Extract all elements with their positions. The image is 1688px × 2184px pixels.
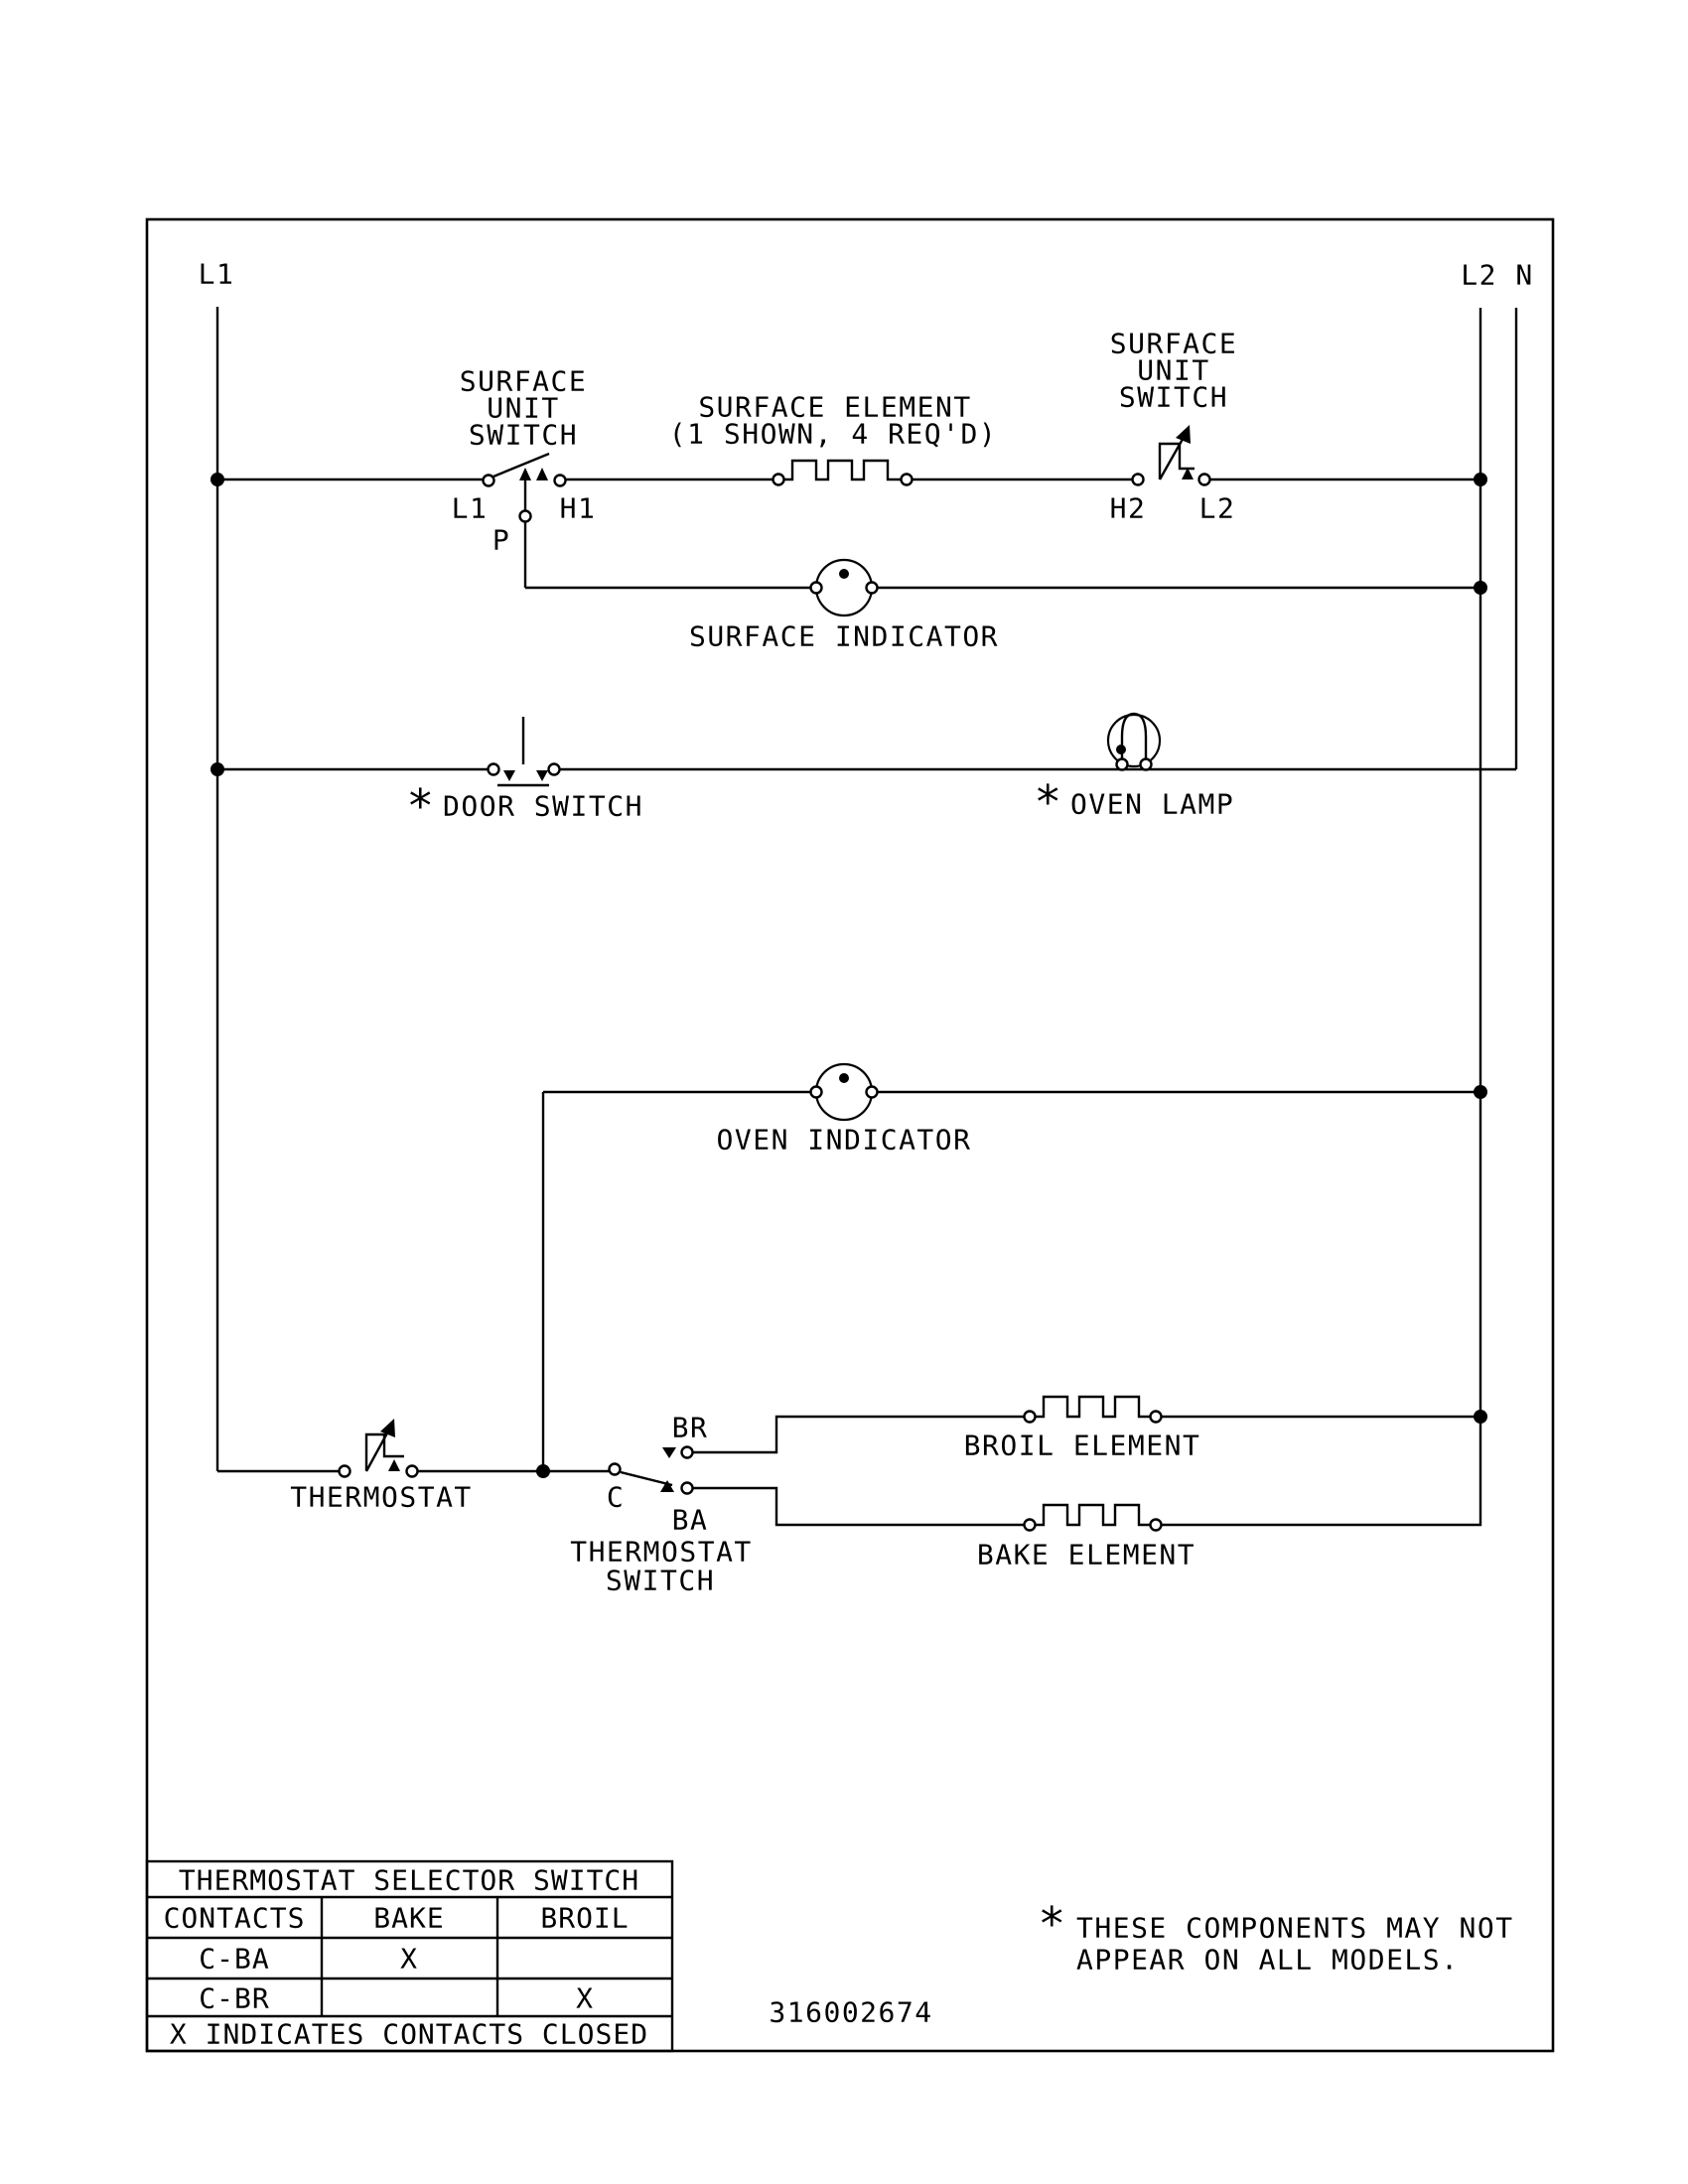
surface-element-label-line2: (1 SHOWN, 4 REQ'D) <box>668 417 998 451</box>
bake-element-label: BAKE ELEMENT <box>976 1538 1196 1571</box>
table-header-bake: BAKE <box>373 1901 445 1935</box>
oven-indicator-symbol <box>811 1064 878 1120</box>
door-switch-symbol <box>489 717 560 785</box>
surface-unit-switch-right-label-line2: UNIT <box>1137 353 1210 387</box>
surface-unit-switch-right-symbol <box>1133 425 1210 485</box>
table-row-cbr-broil: X <box>576 1981 594 2015</box>
surface-indicator-label: SURFACE INDICATOR <box>688 619 1000 653</box>
table-footer-note: X INDICATES CONTACTS CLOSED <box>169 2017 649 2051</box>
surface-unit-switch-right-label-line3: SWITCH <box>1118 380 1229 414</box>
note-asterisk: * <box>1040 1896 1065 1951</box>
terminal-br-label: BR <box>671 1411 709 1444</box>
thermostat-switch-label-line2: SWITCH <box>605 1564 716 1597</box>
terminal-h2-label: H2 <box>1109 491 1147 525</box>
broil-element-label: BROIL ELEMENT <box>963 1429 1201 1462</box>
terminal-l2-label: L2 <box>1198 491 1236 525</box>
terminal-ba-label: BA <box>671 1503 709 1537</box>
table-row-cba-bake: X <box>400 1942 418 1976</box>
door-switch-asterisk: * <box>408 778 434 833</box>
terminal-l1-label: L1 <box>451 491 489 525</box>
thermostat-switch-label-line1: THERMOSTAT <box>570 1535 753 1569</box>
terminal-p-circle <box>520 511 531 522</box>
note-line2: APPEAR ON ALL MODELS. <box>1076 1943 1460 1977</box>
table-header-contacts: CONTACTS <box>163 1901 306 1935</box>
table-title: THERMOSTAT SELECTOR SWITCH <box>178 1863 640 1897</box>
note-line1: THESE COMPONENTS MAY NOT <box>1076 1911 1514 1945</box>
surface-unit-switch-left-label-line3: SWITCH <box>468 418 579 452</box>
surface-unit-switch-left-symbol <box>484 454 566 522</box>
terminal-c-label: C <box>606 1480 626 1514</box>
surface-unit-switch-left-label-line2: UNIT <box>487 391 560 425</box>
surface-indicator-symbol <box>811 560 878 615</box>
terminal-h1-label: H1 <box>559 491 597 525</box>
oven-lamp-symbol <box>1108 714 1160 770</box>
surface-indicator-wire <box>525 522 1480 588</box>
oven-lamp-asterisk: * <box>1036 774 1061 829</box>
thermostat-label: THERMOSTAT <box>290 1480 473 1514</box>
surface-element-symbol <box>774 461 913 485</box>
table-row-cba-contacts: C-BA <box>199 1942 270 1976</box>
surface-unit-switch-right-label-line1: SURFACE <box>1109 327 1238 360</box>
part-number: 316002674 <box>769 1995 933 2029</box>
l1-supply-label: L1 <box>198 257 235 291</box>
oven-indicator-label: OVEN INDICATOR <box>716 1123 972 1157</box>
l2-n-supply-label: L2 N <box>1461 258 1534 292</box>
table-header-broil: BROIL <box>540 1901 630 1935</box>
terminal-p-label: P <box>492 523 511 557</box>
table-row-cbr-contacts: C-BR <box>199 1981 270 2015</box>
door-switch-label: DOOR SWITCH <box>443 789 643 823</box>
thermostat-symbol <box>340 1419 418 1477</box>
oven-lamp-label: OVEN LAMP <box>1070 787 1235 821</box>
surface-element-label-line1: SURFACE ELEMENT <box>698 390 972 424</box>
surface-unit-switch-left-label-line1: SURFACE <box>459 364 588 398</box>
